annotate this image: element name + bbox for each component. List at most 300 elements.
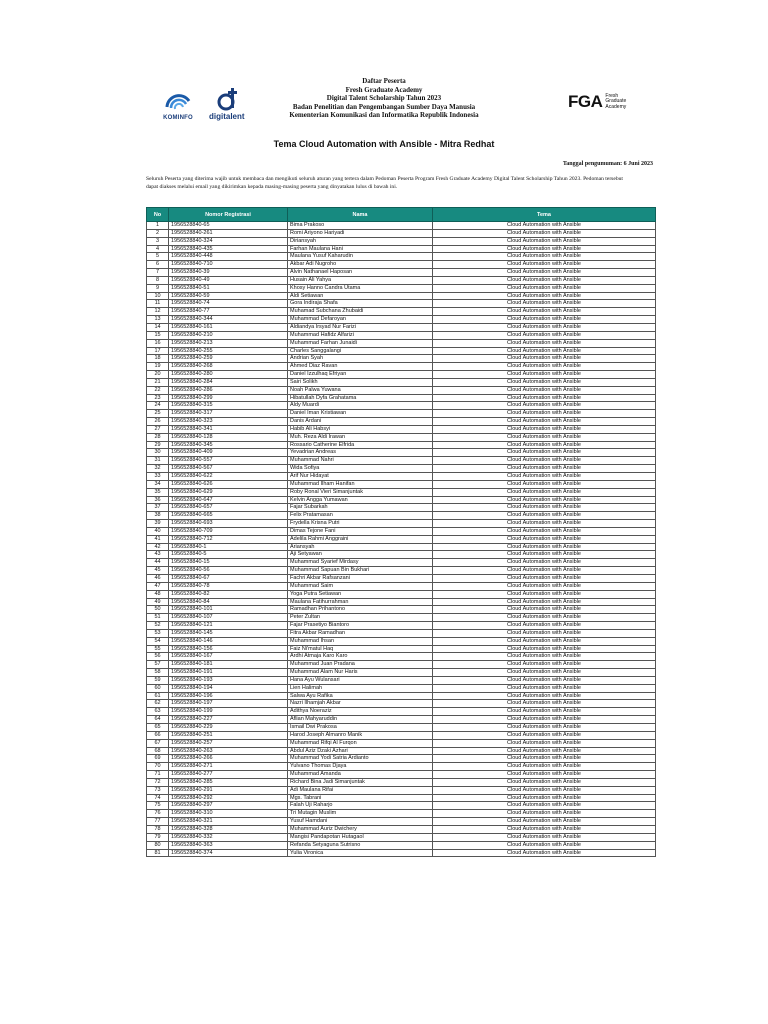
table-body bbox=[147, 222, 656, 857]
row-number: 61 bbox=[147, 692, 169, 700]
participant-theme: Cloud Automation with Ansible bbox=[433, 567, 656, 575]
table-row bbox=[147, 402, 656, 410]
table-row bbox=[147, 551, 656, 559]
participant-name: Muhammad Yodi Satria Ardianto bbox=[288, 755, 433, 763]
participant-name: Falah Uji Raharjo bbox=[288, 802, 433, 810]
registration-number: 1956528840-261 bbox=[169, 229, 288, 237]
registration-number: 1956528840-344 bbox=[169, 316, 288, 324]
row-number: 12 bbox=[147, 308, 169, 316]
row-number: 13 bbox=[147, 316, 169, 324]
table-row bbox=[147, 763, 656, 771]
table-row bbox=[147, 316, 656, 324]
participant-theme: Cloud Automation with Ansible bbox=[433, 543, 656, 551]
registration-number: 1956528840-82 bbox=[169, 590, 288, 598]
registration-number: 1956528840-146 bbox=[169, 637, 288, 645]
registration-number: 1956528840-299 bbox=[169, 394, 288, 402]
participant-name: Fitra Akbar Ramadhan bbox=[288, 629, 433, 637]
registration-number: 1956528840-693 bbox=[169, 520, 288, 528]
registration-number: 1956528840-196 bbox=[169, 692, 288, 700]
table-row bbox=[147, 669, 656, 677]
participant-theme: Cloud Automation with Ansible bbox=[433, 755, 656, 763]
participant-theme: Cloud Automation with Ansible bbox=[433, 661, 656, 669]
participant-name: Alvin Nathanael Haposan bbox=[288, 269, 433, 277]
registration-number: 1956528840-657 bbox=[169, 504, 288, 512]
header-line: Daftar Peserta bbox=[362, 77, 406, 85]
table-row bbox=[147, 504, 656, 512]
row-number: 44 bbox=[147, 559, 169, 567]
participant-name: Yevadrian Andreas bbox=[288, 449, 433, 457]
participant-theme: Cloud Automation with Ansible bbox=[433, 371, 656, 379]
table-row bbox=[147, 802, 656, 810]
table-row bbox=[147, 386, 656, 394]
participant-theme: Cloud Automation with Ansible bbox=[433, 849, 656, 857]
table-row bbox=[147, 331, 656, 339]
table-row bbox=[147, 676, 656, 684]
row-number: 52 bbox=[147, 622, 169, 630]
participant-name: Richard Bina Jadi Simanjuntak bbox=[288, 778, 433, 786]
registration-number: 1956528840-255 bbox=[169, 347, 288, 355]
participant-name: Rossario Catherine Elfrida bbox=[288, 441, 433, 449]
registration-number: 1956528840-227 bbox=[169, 716, 288, 724]
row-number: 68 bbox=[147, 747, 169, 755]
registration-number: 1956528840-181 bbox=[169, 661, 288, 669]
participant-name: Harod Joseph Almanro Manik bbox=[288, 731, 433, 739]
participant-name: Muhammad Juan Pradana bbox=[288, 661, 433, 669]
participant-name: Romi Ariyono Hariyadi bbox=[288, 229, 433, 237]
participant-theme: Cloud Automation with Ansible bbox=[433, 457, 656, 465]
table-row bbox=[147, 394, 656, 402]
participant-theme: Cloud Automation with Ansible bbox=[433, 253, 656, 261]
registration-number: 1956528840-84 bbox=[169, 598, 288, 606]
participant-theme: Cloud Automation with Ansible bbox=[433, 323, 656, 331]
row-number: 41 bbox=[147, 535, 169, 543]
registration-number: 1956528840-5 bbox=[169, 551, 288, 559]
table-row bbox=[147, 739, 656, 747]
participant-name: Fajar Subarkah bbox=[288, 504, 433, 512]
row-number: 49 bbox=[147, 598, 169, 606]
row-number: 14 bbox=[147, 323, 169, 331]
row-number: 75 bbox=[147, 802, 169, 810]
table-row bbox=[147, 590, 656, 598]
participant-theme: Cloud Automation with Ansible bbox=[433, 418, 656, 426]
participant-theme: Cloud Automation with Ansible bbox=[433, 802, 656, 810]
table-row bbox=[147, 786, 656, 794]
participant-theme: Cloud Automation with Ansible bbox=[433, 786, 656, 794]
registration-number: 1956528840-156 bbox=[169, 645, 288, 653]
digitalent-label: digitalent bbox=[209, 112, 245, 121]
participant-theme: Cloud Automation with Ansible bbox=[433, 637, 656, 645]
registration-number: 1956528840-341 bbox=[169, 425, 288, 433]
participant-theme: Cloud Automation with Ansible bbox=[433, 629, 656, 637]
row-number: 70 bbox=[147, 763, 169, 771]
table-header-row bbox=[147, 208, 656, 222]
participant-theme: Cloud Automation with Ansible bbox=[433, 778, 656, 786]
column-header-name: Nama bbox=[288, 208, 433, 222]
row-number: 27 bbox=[147, 425, 169, 433]
table-row bbox=[147, 527, 656, 535]
participant-theme: Cloud Automation with Ansible bbox=[433, 747, 656, 755]
fga-sublabel: Fresh Graduate Academy bbox=[605, 92, 627, 110]
table-row bbox=[147, 661, 656, 669]
participant-theme: Cloud Automation with Ansible bbox=[433, 363, 656, 371]
registration-number: 1956528840-59 bbox=[169, 292, 288, 300]
table-row bbox=[147, 567, 656, 575]
column-header-registration: Nomor Registrasi bbox=[169, 208, 288, 222]
row-number: 19 bbox=[147, 363, 169, 371]
participant-theme: Cloud Automation with Ansible bbox=[433, 512, 656, 520]
registration-number: 1956528840-191 bbox=[169, 669, 288, 677]
participant-theme: Cloud Automation with Ansible bbox=[433, 386, 656, 394]
registration-number: 1956528840-161 bbox=[169, 323, 288, 331]
kominfo-logo-icon bbox=[163, 87, 193, 113]
participant-name: Charles Sanggalangi bbox=[288, 347, 433, 355]
row-number: 20 bbox=[147, 371, 169, 379]
participant-name: Aji Setyawan bbox=[288, 551, 433, 559]
registration-number: 1956528840-286 bbox=[169, 386, 288, 394]
partner-logos bbox=[161, 86, 245, 121]
participant-name: Muhammad Alam Nur Haris bbox=[288, 669, 433, 677]
table-row bbox=[147, 833, 656, 841]
row-number: 34 bbox=[147, 480, 169, 488]
registration-number: 1956528840-629 bbox=[169, 488, 288, 496]
row-number: 2 bbox=[147, 229, 169, 237]
table-row bbox=[147, 308, 656, 316]
registration-number: 1956528840-323 bbox=[169, 418, 288, 426]
table-row bbox=[147, 771, 656, 779]
table-row bbox=[147, 543, 656, 551]
participant-table bbox=[146, 207, 656, 857]
table-row bbox=[147, 276, 656, 284]
participant-name: Muh. Reza Aldi Irawan bbox=[288, 433, 433, 441]
participant-theme: Cloud Automation with Ansible bbox=[433, 810, 656, 818]
participant-theme: Cloud Automation with Ansible bbox=[433, 645, 656, 653]
table-row bbox=[147, 284, 656, 292]
participant-name: Andrian Syah bbox=[288, 355, 433, 363]
table-row bbox=[147, 818, 656, 826]
table-row bbox=[147, 629, 656, 637]
registration-number: 1956528840-310 bbox=[169, 810, 288, 818]
participant-theme: Cloud Automation with Ansible bbox=[433, 527, 656, 535]
participant-name: Diriansyah bbox=[288, 237, 433, 245]
participant-theme: Cloud Automation with Ansible bbox=[433, 496, 656, 504]
registration-number: 1956528840-199 bbox=[169, 708, 288, 716]
table-row bbox=[147, 841, 656, 849]
participant-name: Hibatullah Dyfa Grahatama bbox=[288, 394, 433, 402]
participant-theme: Cloud Automation with Ansible bbox=[433, 222, 656, 230]
row-number: 62 bbox=[147, 700, 169, 708]
row-number: 40 bbox=[147, 527, 169, 535]
participant-theme: Cloud Automation with Ansible bbox=[433, 684, 656, 692]
participant-theme: Cloud Automation with Ansible bbox=[433, 841, 656, 849]
participant-theme: Cloud Automation with Ansible bbox=[433, 480, 656, 488]
row-number: 32 bbox=[147, 465, 169, 473]
registration-number: 1956528840-363 bbox=[169, 841, 288, 849]
registration-number: 1956528840-277 bbox=[169, 771, 288, 779]
row-number: 3 bbox=[147, 237, 169, 245]
participant-name: Ariansyah bbox=[288, 543, 433, 551]
row-number: 21 bbox=[147, 378, 169, 386]
participant-theme: Cloud Automation with Ansible bbox=[433, 833, 656, 841]
table-row bbox=[147, 457, 656, 465]
participant-name: Ismail Dwi Prakosa bbox=[288, 724, 433, 732]
row-number: 53 bbox=[147, 629, 169, 637]
digitalent-logo-icon bbox=[216, 86, 238, 112]
row-number: 25 bbox=[147, 410, 169, 418]
participant-name: Fajar Prasetiyo Biantoro bbox=[288, 622, 433, 630]
table-row bbox=[147, 410, 656, 418]
registration-number: 1956528840-77 bbox=[169, 308, 288, 316]
participant-name: Yulia Vironica bbox=[288, 849, 433, 857]
row-number: 33 bbox=[147, 473, 169, 481]
row-number: 47 bbox=[147, 582, 169, 590]
participant-name: Muhammad Sapuan Bin Bukhari bbox=[288, 567, 433, 575]
participant-name: Sairi Solikh bbox=[288, 378, 433, 386]
row-number: 35 bbox=[147, 488, 169, 496]
registration-number: 1956528840-321 bbox=[169, 818, 288, 826]
participant-name: Peter Zultan bbox=[288, 614, 433, 622]
row-number: 46 bbox=[147, 574, 169, 582]
participant-name: Farhan Maulana Hani bbox=[288, 245, 433, 253]
table-row bbox=[147, 598, 656, 606]
theme-title: Tema Cloud Automation with Ansible - Mitra Redhat bbox=[273, 139, 495, 149]
table-row bbox=[147, 849, 656, 857]
participant-theme: Cloud Automation with Ansible bbox=[433, 676, 656, 684]
fga-label: FGA bbox=[568, 92, 603, 111]
row-number: 45 bbox=[147, 567, 169, 575]
table-row bbox=[147, 418, 656, 426]
row-number: 9 bbox=[147, 284, 169, 292]
registration-number: 1956528840-280 bbox=[169, 371, 288, 379]
participant-theme: Cloud Automation with Ansible bbox=[433, 308, 656, 316]
participant-theme: Cloud Automation with Ansible bbox=[433, 614, 656, 622]
table-row bbox=[147, 229, 656, 237]
table-row bbox=[147, 488, 656, 496]
kominfo-label: KOMINFO bbox=[163, 115, 193, 121]
intro-paragraph: Seluruh Peserta yang diterima wajib untuk membaca dan mengikuti seluruh aturan yang tertera dalam Pedoman Peserta Program Fresh Graduate Academy Digital Talent Scholarship Tahun 2023. Pedoman tersebut dapat diakses melalui email yang dikirimkan kepada masing-masing peserta yang dinyatakan lulus di bawah ini. bbox=[146, 176, 623, 190]
participant-name: Tri Mutagin Muslim bbox=[288, 810, 433, 818]
participant-theme: Cloud Automation with Ansible bbox=[433, 818, 656, 826]
participant-theme: Cloud Automation with Ansible bbox=[433, 292, 656, 300]
table-row bbox=[147, 731, 656, 739]
document-header bbox=[240, 77, 528, 120]
registration-number: 1956528840-65 bbox=[169, 222, 288, 230]
row-number: 42 bbox=[147, 543, 169, 551]
participant-theme: Cloud Automation with Ansible bbox=[433, 598, 656, 606]
participant-theme: Cloud Automation with Ansible bbox=[433, 582, 656, 590]
participant-theme: Cloud Automation with Ansible bbox=[433, 559, 656, 567]
registration-number: 1956528840-285 bbox=[169, 778, 288, 786]
fga-logo-icon bbox=[568, 92, 626, 112]
participant-name: Fachri Akbar Rafsanzani bbox=[288, 574, 433, 582]
participant-name: Dimas Tejone Fani bbox=[288, 527, 433, 535]
participant-name: Nazri Ilhamjah Akbar bbox=[288, 700, 433, 708]
row-number: 74 bbox=[147, 794, 169, 802]
row-number: 18 bbox=[147, 355, 169, 363]
registration-number: 1956528840-49 bbox=[169, 276, 288, 284]
participant-theme: Cloud Automation with Ansible bbox=[433, 331, 656, 339]
participant-name: Lien Halimah bbox=[288, 684, 433, 692]
row-number: 16 bbox=[147, 339, 169, 347]
table-row bbox=[147, 606, 656, 614]
row-number: 11 bbox=[147, 300, 169, 308]
participant-theme: Cloud Automation with Ansible bbox=[433, 284, 656, 292]
participant-name: Muhammad Rifqi Al Furqon bbox=[288, 739, 433, 747]
participant-theme: Cloud Automation with Ansible bbox=[433, 355, 656, 363]
participant-theme: Cloud Automation with Ansible bbox=[433, 739, 656, 747]
participant-theme: Cloud Automation with Ansible bbox=[433, 316, 656, 324]
participant-name: Adelila Rahmi Anggraini bbox=[288, 535, 433, 543]
registration-number: 1956528840-56 bbox=[169, 567, 288, 575]
registration-number: 1956528840-622 bbox=[169, 473, 288, 481]
participant-name: Mangisi Pandapotan Hutagaol bbox=[288, 833, 433, 841]
row-number: 30 bbox=[147, 449, 169, 457]
kominfo-logo bbox=[161, 87, 195, 121]
participant-name: Muhammad Ilham Hanifan bbox=[288, 480, 433, 488]
registration-number: 1956528840-257 bbox=[169, 739, 288, 747]
table-row bbox=[147, 755, 656, 763]
registration-number: 1956528840-665 bbox=[169, 512, 288, 520]
table-row bbox=[147, 449, 656, 457]
table-row bbox=[147, 520, 656, 528]
registration-number: 1956528840-266 bbox=[169, 755, 288, 763]
row-number: 5 bbox=[147, 253, 169, 261]
row-number: 24 bbox=[147, 402, 169, 410]
participant-theme: Cloud Automation with Ansible bbox=[433, 606, 656, 614]
table-row bbox=[147, 222, 656, 230]
row-number: 81 bbox=[147, 849, 169, 857]
participant-name: Kelvin Angga Yumawan bbox=[288, 496, 433, 504]
participant-name: Aldiandya Irsyad Nur Farizi bbox=[288, 323, 433, 331]
column-header-theme: Tema bbox=[433, 208, 656, 222]
registration-number: 1956528840-315 bbox=[169, 402, 288, 410]
registration-number: 1956528840-345 bbox=[169, 441, 288, 449]
row-number: 77 bbox=[147, 818, 169, 826]
table-row bbox=[147, 559, 656, 567]
header-line: Badan Penelitian dan Pengembangan Sumber Daya Manusia bbox=[292, 102, 476, 111]
registration-number: 1956528840-292 bbox=[169, 794, 288, 802]
row-number: 23 bbox=[147, 394, 169, 402]
participant-theme: Cloud Automation with Ansible bbox=[433, 229, 656, 237]
participant-theme: Cloud Automation with Ansible bbox=[433, 339, 656, 347]
table-row bbox=[147, 480, 656, 488]
participant-theme: Cloud Automation with Ansible bbox=[433, 520, 656, 528]
column-header-no: No bbox=[147, 208, 169, 222]
registration-number: 1956528840-145 bbox=[169, 629, 288, 637]
registration-number: 1956528840-251 bbox=[169, 731, 288, 739]
table-row bbox=[147, 355, 656, 363]
row-number: 73 bbox=[147, 786, 169, 794]
participant-name: Hana Ayu Wulansari bbox=[288, 676, 433, 684]
registration-number: 1956528840-710 bbox=[169, 261, 288, 269]
participant-name: Arif Nur Hidayat bbox=[288, 473, 433, 481]
registration-number: 1956528840-709 bbox=[169, 527, 288, 535]
row-number: 80 bbox=[147, 841, 169, 849]
table-row bbox=[147, 645, 656, 653]
participant-name: Felix Pratamasan bbox=[288, 512, 433, 520]
registration-number: 1956528840-297 bbox=[169, 802, 288, 810]
row-number: 29 bbox=[147, 441, 169, 449]
participant-name: Muhammad Ihsan bbox=[288, 637, 433, 645]
row-number: 15 bbox=[147, 331, 169, 339]
registration-number: 1956528840-67 bbox=[169, 574, 288, 582]
participant-theme: Cloud Automation with Ansible bbox=[433, 269, 656, 277]
participant-theme: Cloud Automation with Ansible bbox=[433, 731, 656, 739]
header-line: Digital Talent Scholarship Tahun 2023 bbox=[326, 94, 442, 102]
registration-number: 1956528840-647 bbox=[169, 496, 288, 504]
registration-number: 1956528840-712 bbox=[169, 535, 288, 543]
table-row bbox=[147, 425, 656, 433]
participant-theme: Cloud Automation with Ansible bbox=[433, 488, 656, 496]
participant-name: Aldi Setiawan bbox=[288, 292, 433, 300]
registration-number: 1956528840-167 bbox=[169, 653, 288, 661]
table-row bbox=[147, 261, 656, 269]
header-line: Fresh Graduate Academy bbox=[345, 85, 423, 94]
table-row bbox=[147, 794, 656, 802]
registration-number: 1956528840-121 bbox=[169, 622, 288, 630]
row-number: 64 bbox=[147, 716, 169, 724]
table-row bbox=[147, 292, 656, 300]
row-number: 65 bbox=[147, 724, 169, 732]
participant-theme: Cloud Automation with Ansible bbox=[433, 245, 656, 253]
row-number: 26 bbox=[147, 418, 169, 426]
table-row bbox=[147, 637, 656, 645]
participant-name: Abdul Aziz Dzaki Azhari bbox=[288, 747, 433, 755]
registration-number: 1956528840-284 bbox=[169, 378, 288, 386]
table-row bbox=[147, 323, 656, 331]
table-row bbox=[147, 371, 656, 379]
registration-number: 1956528840-268 bbox=[169, 363, 288, 371]
participant-theme: Cloud Automation with Ansible bbox=[433, 276, 656, 284]
table-row bbox=[147, 747, 656, 755]
row-number: 36 bbox=[147, 496, 169, 504]
announcement-date: Tanggal pengumuman: 6 Juni 2023 bbox=[562, 161, 653, 167]
table-row bbox=[147, 692, 656, 700]
registration-number: 1956528840-78 bbox=[169, 582, 288, 590]
participant-theme: Cloud Automation with Ansible bbox=[433, 394, 656, 402]
participant-name: Yulvano Thomas Djaya bbox=[288, 763, 433, 771]
table-row bbox=[147, 473, 656, 481]
table-row bbox=[147, 716, 656, 724]
table-row bbox=[147, 253, 656, 261]
table-row bbox=[147, 433, 656, 441]
participant-theme: Cloud Automation with Ansible bbox=[433, 378, 656, 386]
row-number: 10 bbox=[147, 292, 169, 300]
registration-number: 1956528840-107 bbox=[169, 614, 288, 622]
participant-name: Muhammad Syarief Mirdasy bbox=[288, 559, 433, 567]
row-number: 60 bbox=[147, 684, 169, 692]
registration-number: 1956528840-213 bbox=[169, 339, 288, 347]
row-number: 8 bbox=[147, 276, 169, 284]
participant-theme: Cloud Automation with Ansible bbox=[433, 551, 656, 559]
table-row bbox=[147, 535, 656, 543]
row-number: 48 bbox=[147, 590, 169, 598]
participant-theme: Cloud Automation with Ansible bbox=[433, 449, 656, 457]
header-line: Kementerian Komunikasi dan Informatika Republik Indonesia bbox=[289, 111, 479, 119]
participant-name: Gora Indiraja Shafa bbox=[288, 300, 433, 308]
table-row bbox=[147, 724, 656, 732]
participant-theme: Cloud Automation with Ansible bbox=[433, 771, 656, 779]
table-row bbox=[147, 700, 656, 708]
participant-name: Roby Ronal Vieri Simanjuntak bbox=[288, 488, 433, 496]
registration-number: 1956528840-374 bbox=[169, 849, 288, 857]
row-number: 28 bbox=[147, 433, 169, 441]
participant-theme: Cloud Automation with Ansible bbox=[433, 300, 656, 308]
participant-theme: Cloud Automation with Ansible bbox=[433, 410, 656, 418]
row-number: 17 bbox=[147, 347, 169, 355]
row-number: 1 bbox=[147, 222, 169, 230]
participant-name: Muhammad Saim bbox=[288, 582, 433, 590]
participant-theme: Cloud Automation with Ansible bbox=[433, 692, 656, 700]
